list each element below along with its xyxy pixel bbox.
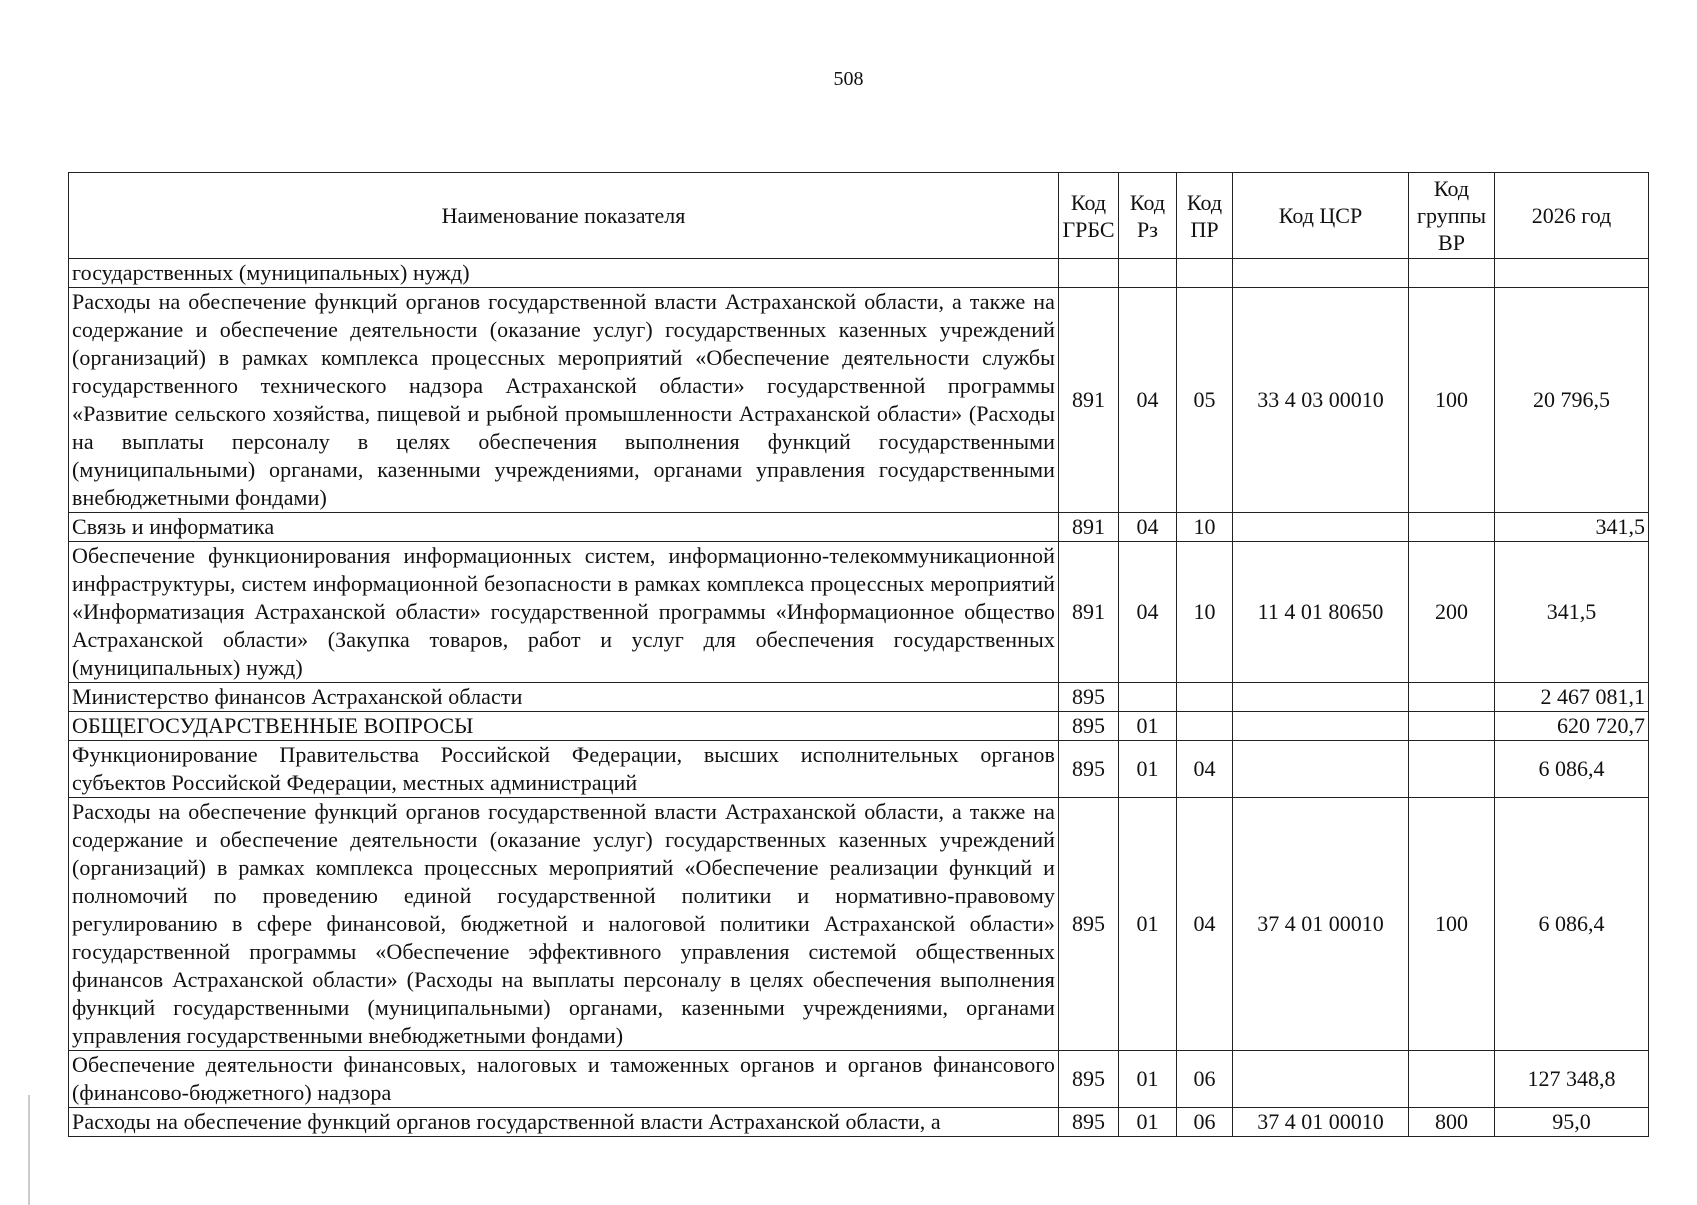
row-pr: 06 <box>1177 1051 1233 1108</box>
row-csr: 37 4 01 00010 <box>1233 798 1409 1051</box>
row-name: Обеспечение деятельности финансовых, налоговых и таможенных органов и органов финансового (финансово-бюджетного) надзора <box>69 1051 1059 1108</box>
row-name: Расходы на обеспечение функций органов государственной власти Астраханской области, а также на содержание и обеспечение деятельности (оказание услуг) государственных казенных учреждений (организаций) в рамках комплекса процессных мероприятий «Обеспечение реализации функций и полномочий по проведению единой государственной политики и нормативно-правовому регулированию в сфере финансовой, бюджетной и налоговой политики Астраханской области» государственной программы «Обеспечение эффективного управления системой общественных финансов Астраханской области» (Расходы на выплаты персоналу в целях обеспечения выполнения функций государственными (муниципальными) органами, казенными учреждениями, органами управления государственными внебюджетными фондами) <box>69 798 1059 1051</box>
row-rz <box>1119 259 1177 288</box>
row-vr <box>1409 259 1495 288</box>
row-grbs: 891 <box>1059 513 1119 542</box>
header-year: 2026 год <box>1495 173 1649 259</box>
scan-margin-line <box>28 1095 30 1205</box>
row-pr: 10 <box>1177 542 1233 683</box>
table-row <box>69 288 1649 513</box>
row-vr <box>1409 513 1495 542</box>
table-header-row <box>69 173 1649 259</box>
row-pr: 06 <box>1177 1108 1233 1137</box>
row-vr: 100 <box>1409 798 1495 1051</box>
row-csr <box>1233 513 1409 542</box>
row-name: Функционирование Правительства Российской Федерации, высших исполнительных органов субъектов Российской Федерации, местных администраций <box>69 741 1059 798</box>
table-row <box>69 542 1649 683</box>
row-pr: 04 <box>1177 798 1233 1051</box>
row-grbs: 891 <box>1059 288 1119 513</box>
row-vr: 200 <box>1409 542 1495 683</box>
row-vr <box>1409 1051 1495 1108</box>
row-vr: 100 <box>1409 288 1495 513</box>
table-row <box>69 1051 1649 1108</box>
row-rz: 01 <box>1119 798 1177 1051</box>
row-amount: 6 086,4 <box>1495 798 1649 1051</box>
row-grbs: 895 <box>1059 712 1119 741</box>
table-row <box>69 1108 1649 1137</box>
row-vr: 800 <box>1409 1108 1495 1137</box>
row-grbs: 895 <box>1059 1051 1119 1108</box>
row-amount: 6 086,4 <box>1495 741 1649 798</box>
row-amount: 620 720,7 <box>1495 712 1649 741</box>
row-name: Связь и информатика <box>69 513 1059 542</box>
row-rz: 01 <box>1119 1051 1177 1108</box>
row-pr: 05 <box>1177 288 1233 513</box>
row-name: Министерство финансов Астраханской области <box>69 683 1059 712</box>
row-grbs <box>1059 259 1119 288</box>
row-csr <box>1233 259 1409 288</box>
table-row <box>69 683 1649 712</box>
header-grbs: Код ГРБС <box>1059 173 1119 259</box>
row-amount: 127 348,8 <box>1495 1051 1649 1108</box>
row-csr: 33 4 03 00010 <box>1233 288 1409 513</box>
row-csr: 37 4 01 00010 <box>1233 1108 1409 1137</box>
row-csr <box>1233 683 1409 712</box>
table-row <box>69 259 1649 288</box>
row-vr <box>1409 712 1495 741</box>
row-vr <box>1409 683 1495 712</box>
row-name: государственных (муниципальных) нужд) <box>69 259 1059 288</box>
page-number: 508 <box>833 68 864 90</box>
header-rz: Код Рз <box>1119 173 1177 259</box>
row-pr <box>1177 683 1233 712</box>
row-grbs: 895 <box>1059 741 1119 798</box>
row-csr <box>1233 741 1409 798</box>
row-grbs: 895 <box>1059 798 1119 1051</box>
table-row <box>69 513 1649 542</box>
header-vr: Код группы ВР <box>1409 173 1495 259</box>
header-pr: Код ПР <box>1177 173 1233 259</box>
row-csr <box>1233 712 1409 741</box>
row-pr: 10 <box>1177 513 1233 542</box>
row-amount: 341,5 <box>1495 513 1649 542</box>
row-pr <box>1177 259 1233 288</box>
row-csr <box>1233 1051 1409 1108</box>
row-name: Расходы на обеспечение функций органов государственной власти Астраханской области, а <box>69 1108 1059 1137</box>
header-name: Наименование показателя <box>69 173 1059 259</box>
row-name: Расходы на обеспечение функций органов государственной власти Астраханской области, а также на содержание и обеспечение деятельности (оказание услуг) государственных казенных учреждений (организаций) в рамках комплекса процессных мероприятий «Обеспечение деятельности службы государственного технического надзора Астраханской области» государственной программы «Развитие сельского хозяйства, пищевой и рыбной промышленности Астраханской области» (Расходы на выплаты персоналу в целях обеспечения выполнения функций государственными (муниципальными) органами, казенными учреждениями, органами управления государственными внебюджетными фондами) <box>69 288 1059 513</box>
row-rz: 04 <box>1119 288 1177 513</box>
table-row <box>69 741 1649 798</box>
row-amount: 95,0 <box>1495 1108 1649 1137</box>
row-grbs: 891 <box>1059 542 1119 683</box>
row-pr <box>1177 712 1233 741</box>
row-amount: 2 467 081,1 <box>1495 683 1649 712</box>
row-amount: 20 796,5 <box>1495 288 1649 513</box>
row-name: Обеспечение функционирования информационных систем, информационно-телекоммуникационной инфраструктуры, систем информационной безопасности в рамках комплекса процессных мероприятий «Информатизация Астраханской области» государственной программы «Информационное общество Астраханской области» (Закупка товаров, работ и услуг для обеспечения государственных (муниципальных) нужд) <box>69 542 1059 683</box>
row-name: ОБЩЕГОСУДАРСТВЕННЫЕ ВОПРОСЫ <box>69 712 1059 741</box>
row-rz: 01 <box>1119 712 1177 741</box>
row-amount: 341,5 <box>1495 542 1649 683</box>
table-row <box>69 798 1649 1051</box>
row-pr: 04 <box>1177 741 1233 798</box>
row-rz: 01 <box>1119 741 1177 798</box>
row-grbs: 895 <box>1059 1108 1119 1137</box>
header-csr: Код ЦСР <box>1233 173 1409 259</box>
budget-table <box>68 172 1649 1137</box>
table-row <box>69 712 1649 741</box>
row-csr: 11 4 01 80650 <box>1233 542 1409 683</box>
row-rz: 04 <box>1119 513 1177 542</box>
row-grbs: 895 <box>1059 683 1119 712</box>
row-rz: 01 <box>1119 1108 1177 1137</box>
row-rz: 04 <box>1119 542 1177 683</box>
row-vr <box>1409 741 1495 798</box>
row-rz <box>1119 683 1177 712</box>
row-amount <box>1495 259 1649 288</box>
